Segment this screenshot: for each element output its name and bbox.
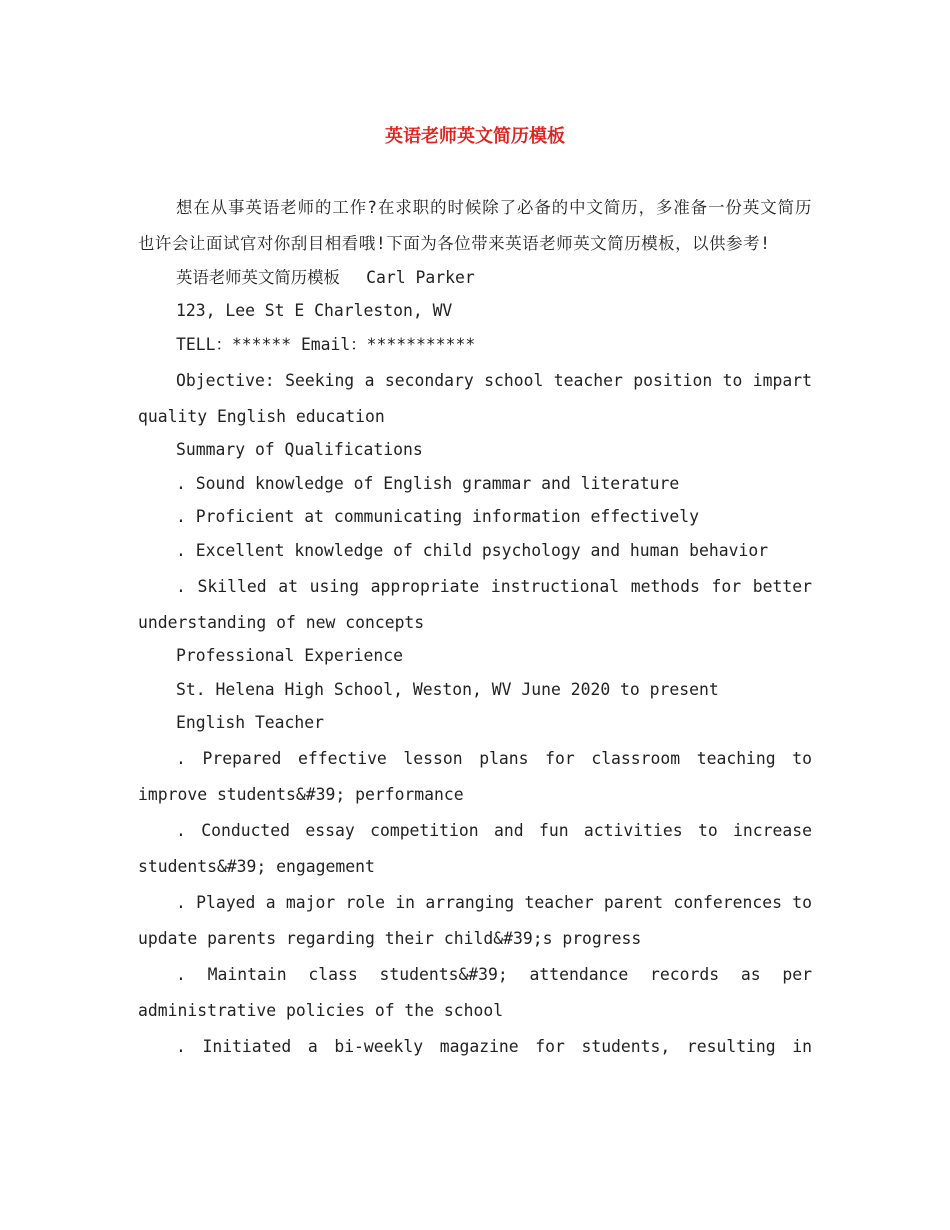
job-title-line: English Teacher — [176, 713, 325, 732]
qualification-item: . Skilled at using appropriate instructional methods for better understanding of new concepts — [138, 576, 812, 632]
experience-item: . Conducted essay competition and fun activities to increase students&#39; engagement — [138, 821, 812, 876]
resume-heading-line: 英语老师英文简历模板 Carl Parker — [176, 267, 475, 287]
employer-line: St. Helena High School, Weston, WV June 2020 to present — [176, 679, 719, 699]
section-heading-summary: Summary of Qualifications — [176, 440, 423, 459]
objective-paragraph: Objective: Seeking a secondary school teacher position to impart quality English education — [138, 370, 812, 426]
qualification-item: . Excellent knowledge of child psychology and human behavior — [176, 540, 769, 560]
experience-item: . Initiated a bi-weekly magazine for students, resulting in — [176, 1037, 812, 1056]
qualification-item: . Proficient at communicating information effectively — [176, 507, 700, 526]
section-heading-experience: Professional Experience — [176, 646, 403, 665]
address-line: 123, Lee St E Charleston, WV — [176, 301, 453, 320]
intro-paragraph: 想在从事英语老师的工作?在求职的时候除了必备的中文简历，多准备一份英文简历也许会让面试官对你刮目相看哦!下面为各位带来英语老师英文简历模板，以供参考! — [138, 198, 812, 253]
experience-item: . Maintain class students&#39; attendance records as per administrative policies of the school — [138, 965, 812, 1020]
experience-item: . Played a major role in arranging teacher parent conferences to update parents regarding their child&#39;s progress — [138, 893, 812, 948]
document-title: 英语老师英文简历模板 — [385, 126, 565, 147]
contact-line: TELL：****** Email：*********** — [176, 334, 476, 354]
qualification-item: . Sound knowledge of English grammar and literature — [176, 473, 680, 493]
experience-item: . Prepared effective lesson plans for classroom teaching to improve students&#39; performance — [138, 749, 812, 804]
document-body — [138, 190, 812, 1065]
